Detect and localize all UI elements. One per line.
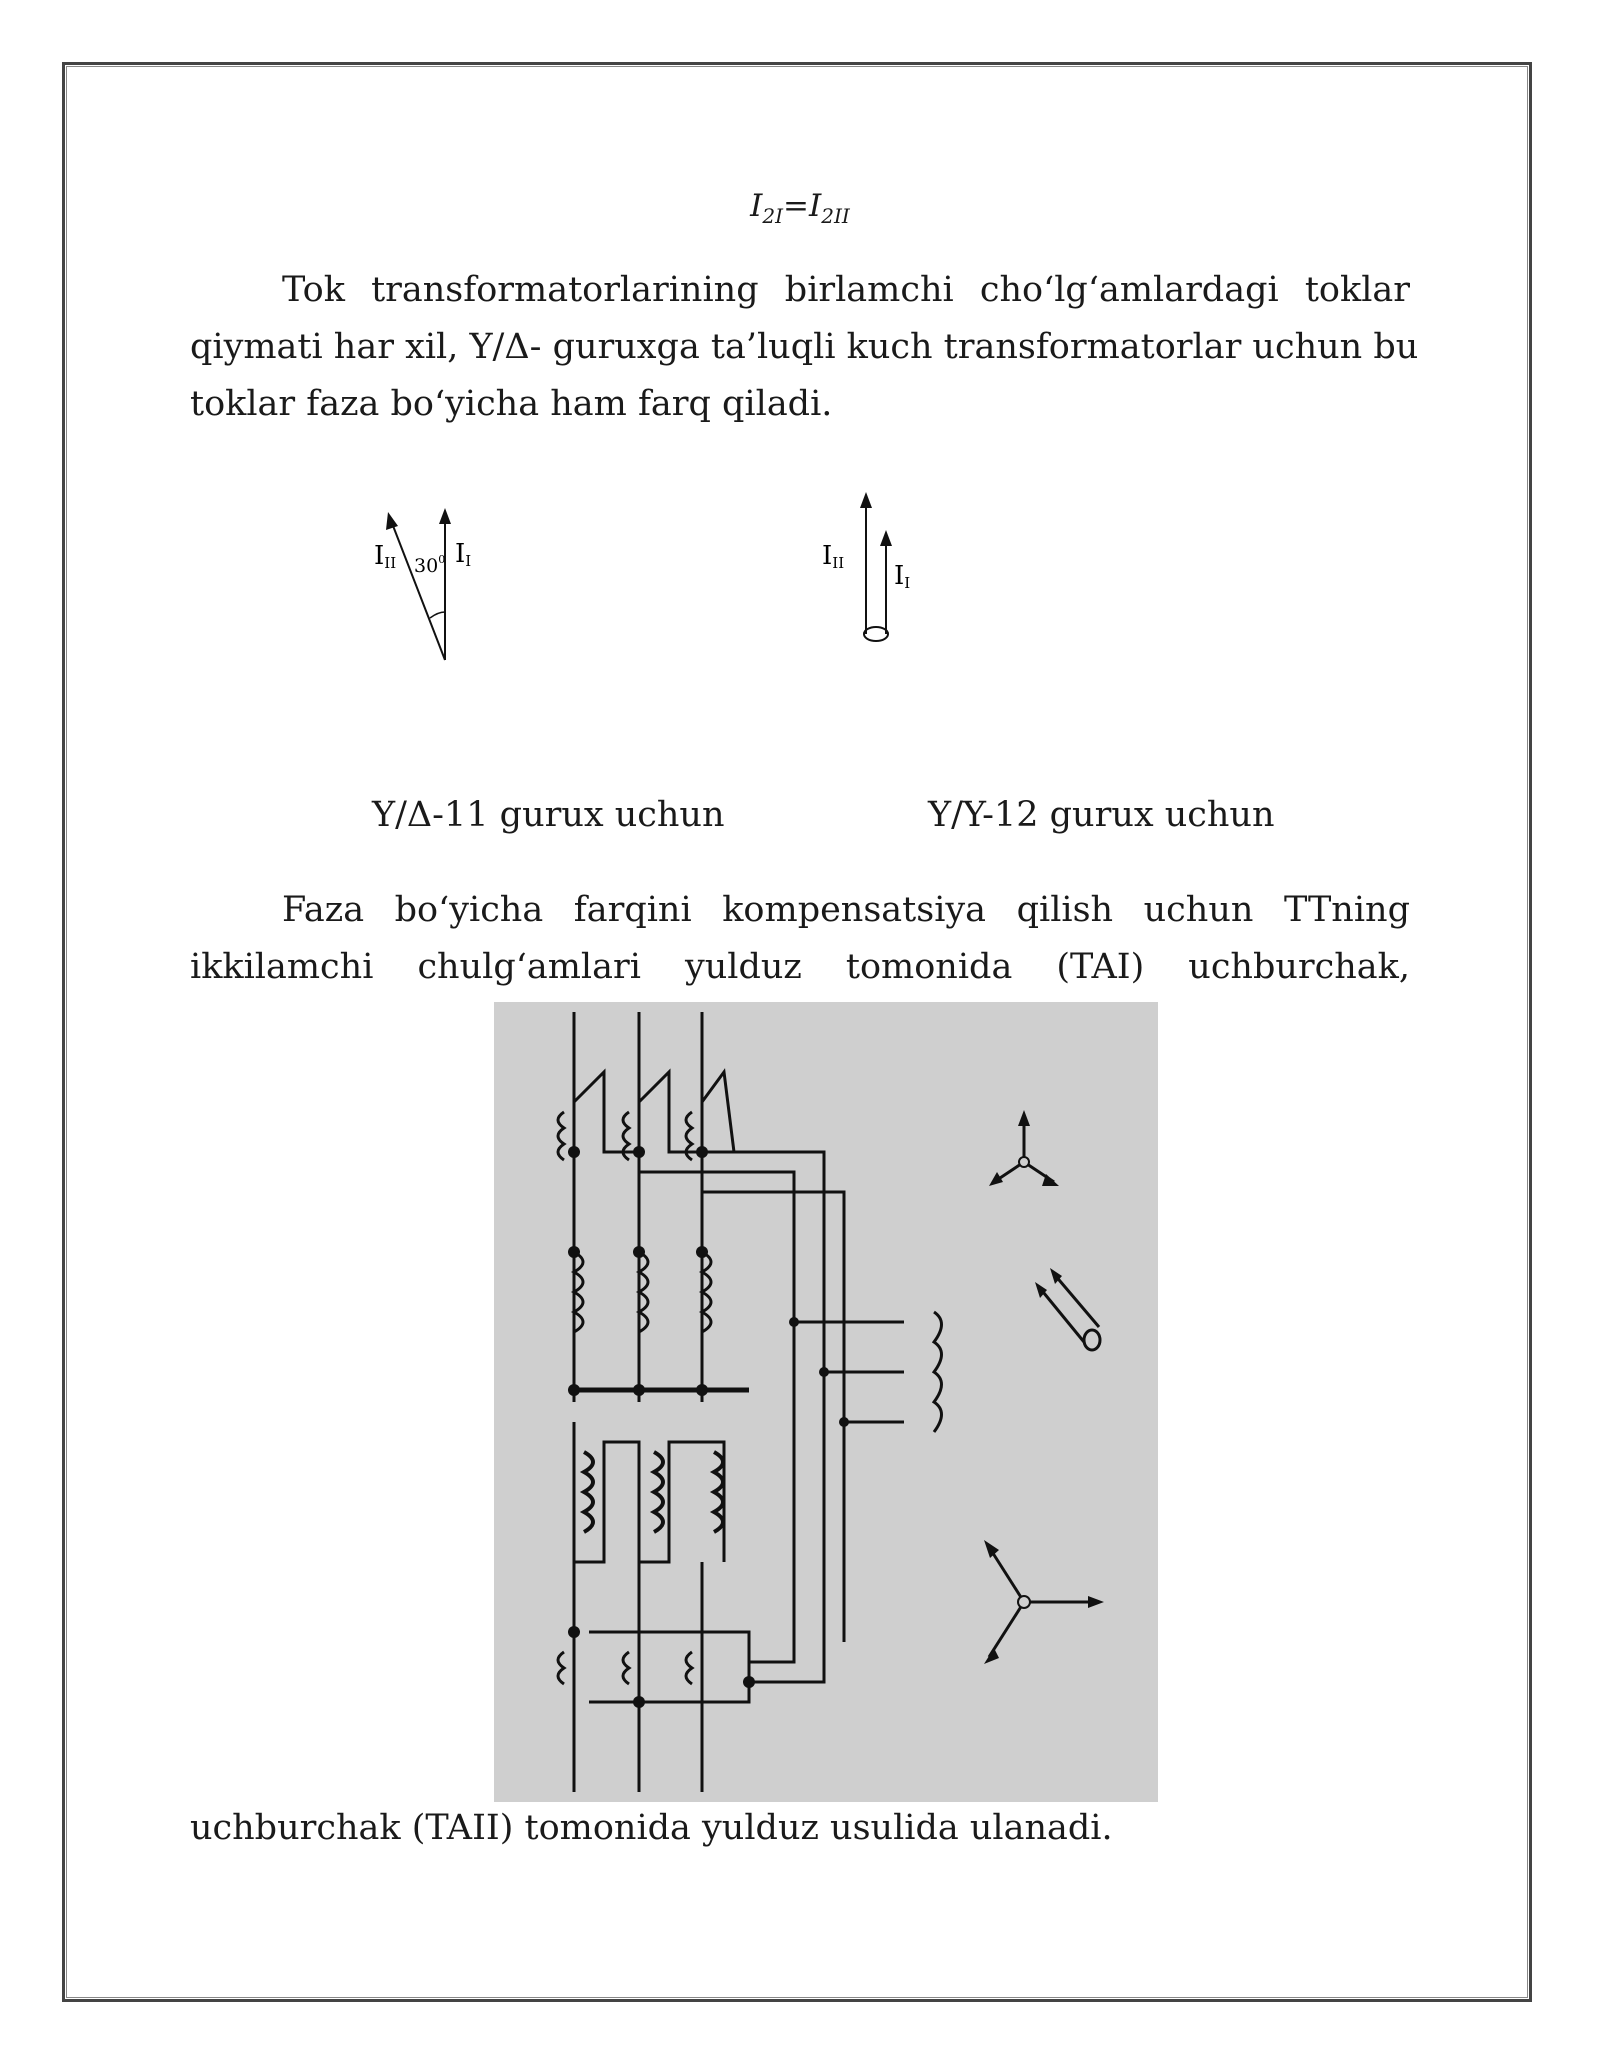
- vector-i2-arrowhead: [386, 512, 398, 530]
- vector-i1-arrowhead: [439, 508, 451, 524]
- transformer-schematic-image: [494, 1002, 1158, 1802]
- angle-arc: [430, 612, 445, 618]
- caption-delta-11: Y/Δ-11 gurux uchun: [372, 795, 725, 835]
- label-i1: II: [894, 561, 911, 592]
- vector-origin: [864, 627, 888, 641]
- paragraph-2: [190, 882, 1410, 996]
- transformer-schematic: [494, 1002, 1158, 1802]
- paragraph-1: [190, 262, 1419, 433]
- formula-rhs-sub: 2II: [821, 204, 850, 229]
- paragraph-3-line-1: uchburchak (TAII) tomonida yulduz usulida ulanadi.: [190, 1808, 1113, 1848]
- paragraph-1-line-3: toklar faza bo‘yicha ham farq qiladi.: [190, 384, 833, 424]
- paragraph-3: [190, 1800, 1410, 1857]
- paragraph-2-line-1: Faza bo‘yicha farqini kompensatsiya qilish uchun TTning: [282, 890, 1410, 930]
- paragraph-2-line-2: ikkilamchi chulg‘amlari yulduz tomonida (TAI) uchburchak,: [190, 947, 1410, 987]
- formula-rhs: I: [809, 188, 822, 224]
- vector-i1-arrowhead: [880, 530, 892, 546]
- formula: [0, 188, 1600, 228]
- formula-eq: =: [783, 188, 810, 224]
- caption-yy-12: Y/Y-12 gurux uchun: [928, 795, 1275, 835]
- formula-lhs-sub: 2I: [762, 204, 784, 229]
- formula-lhs: I: [750, 188, 763, 224]
- paragraph-1-line-2: qiymati har xil, Y/Δ- guruxga ta’luqli kuch transformatorlar uchun bu: [190, 327, 1419, 367]
- label-i2: III: [374, 541, 397, 572]
- vector-i2-arrowhead: [860, 492, 872, 508]
- angle-label: $30^0$: [414, 553, 446, 577]
- paragraph-1-line-1: Tok transformatorlarining birlamchi cho‘lg‘amlardagi toklar: [282, 270, 1410, 310]
- vector-diagram-yy-12: [808, 486, 918, 646]
- label-i1: II: [455, 539, 472, 570]
- vector-i2-line: [390, 518, 445, 660]
- vector-diagram-delta-11: [360, 500, 500, 670]
- label-i2: III: [822, 541, 845, 572]
